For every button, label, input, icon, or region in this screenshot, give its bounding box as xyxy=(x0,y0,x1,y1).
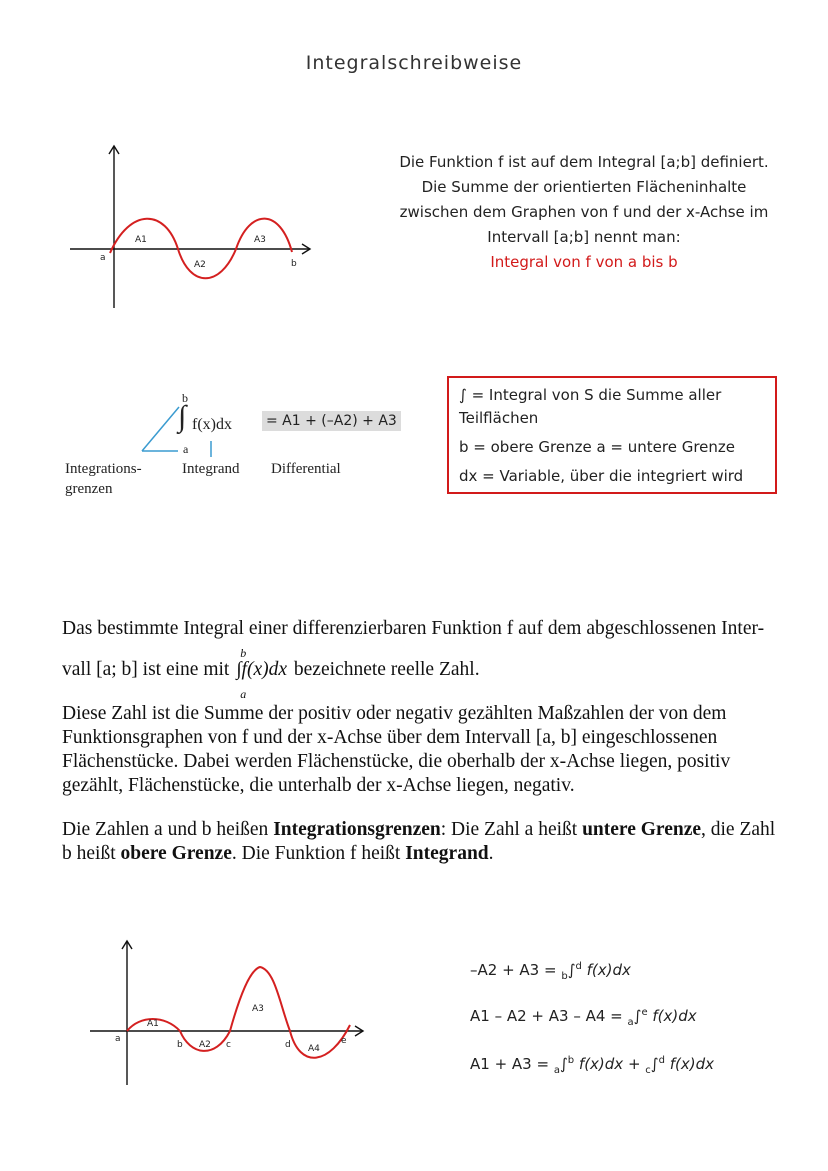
legend-line-4: dx = Variable, über die integriert wird xyxy=(459,467,744,485)
paragraph-1-line-2 xyxy=(62,646,782,701)
ex3-upper-1: b xyxy=(567,1055,575,1066)
page-title: Integralschreibweise xyxy=(305,52,523,74)
ex1-lhs: –A2 + A3 = xyxy=(470,961,562,979)
label-integration-bounds-1: Integrations- xyxy=(65,461,142,477)
p3-text-a: Die Zahlen a und b heißen xyxy=(62,819,274,840)
ex3-rest: f(x)dx xyxy=(664,1055,715,1073)
integral-sign: ∫ xyxy=(178,400,187,433)
label-A2: A2 xyxy=(199,1040,211,1050)
ex1-integral-sign: ∫ xyxy=(567,961,576,979)
legend-line-2: Teilflächen xyxy=(459,409,539,427)
example-1 xyxy=(470,961,631,982)
p1-integral-upper: b xyxy=(240,646,247,660)
p1-line2-start: vall [a; b] ist eine mit xyxy=(62,659,230,680)
paragraph-2: Diese Zahl ist die Summe der positiv oder negativ gezählten Maßzahlen der von dem Funktionsgraphen von f und der x-Achse über dem Intervall [a, b] eingeschlossenen Flächenstücke. Dabei werden Flächenstücke, die oberhalb der x-Achse liegen, positiv gezählt, Flächenstücke, die unterhalb der x-Achse liegen, negativ. xyxy=(62,703,731,796)
label-A3: A3 xyxy=(254,235,266,245)
ex2-rest: f(x)dx xyxy=(647,1007,697,1025)
p3-bold-upper-bound: obere Grenze xyxy=(120,843,232,864)
ex1-upper: d xyxy=(575,961,582,972)
p1-integral-body: ∫f(x)dx xyxy=(236,659,288,680)
ex2-upper: e xyxy=(641,1007,648,1018)
ex3-mid: f(x)dx + xyxy=(574,1055,646,1073)
p3-text-c: : Die Zahl a heißt xyxy=(440,819,583,840)
label-A2: A2 xyxy=(194,260,206,270)
label-A1: A1 xyxy=(147,1019,159,1029)
graph-1 xyxy=(60,140,330,315)
label-A1: A1 xyxy=(135,235,147,245)
p3-bold-integration-bounds: Integrationsgrenzen xyxy=(273,819,441,840)
paragraph-3 xyxy=(62,818,782,866)
label-a: a xyxy=(100,253,106,263)
legend-line-3: b = obere Grenze a = untere Grenze xyxy=(459,438,736,456)
definition-block xyxy=(388,150,780,275)
p1-line2-end: bezeichnete reelle Zahl. xyxy=(293,659,480,680)
label-A4: A4 xyxy=(308,1044,320,1054)
label-e: e xyxy=(341,1036,347,1046)
integral-upper: b xyxy=(182,391,188,405)
definition-line-2: Die Summe der orientierten Flächeninhalte xyxy=(421,178,747,196)
ex3-lhs: A1 + A3 = xyxy=(470,1055,554,1073)
example-2 xyxy=(470,1007,697,1028)
p3-text-e: , die Zahl b heißt xyxy=(62,819,776,864)
definition-line-4: Intervall [a;b] nennt man: xyxy=(487,228,681,246)
integral-equation: = A1 + (–A2) + A3 xyxy=(262,411,401,431)
integral-body: f(x)dx xyxy=(192,416,232,433)
definition-highlight: Integral von f von a bis b xyxy=(490,253,678,271)
ex2-lower: a xyxy=(627,1017,634,1028)
graph-2 xyxy=(85,935,375,1090)
label-A3: A3 xyxy=(252,1004,264,1014)
label-differential: Differential xyxy=(271,461,341,477)
ex1-rest: f(x)dx xyxy=(581,961,631,979)
label-d: d xyxy=(285,1040,291,1050)
example-3 xyxy=(470,1055,714,1076)
label-b: b xyxy=(177,1040,183,1050)
ex3-upper-2: d xyxy=(658,1055,665,1066)
ex1-lower: b xyxy=(561,971,568,982)
ex2-integral-sign: ∫ xyxy=(633,1007,642,1025)
label-a: a xyxy=(115,1034,121,1044)
p3-bold-integrand: Integrand xyxy=(405,843,489,864)
p1-integral-lower: a xyxy=(240,687,247,701)
definition-line-1: Die Funktion f ist auf dem Integral [a;b] definiert. xyxy=(399,153,769,171)
ex3-lower-2: c xyxy=(645,1065,651,1076)
label-integrand: Integrand xyxy=(182,461,240,477)
legend-box xyxy=(447,376,777,494)
ex2-lhs: A1 – A2 + A3 – A4 = xyxy=(470,1007,628,1025)
p1-inline-integral xyxy=(234,646,289,701)
p3-text-i: . xyxy=(488,843,494,864)
p3-text-g: . Die Funktion f heißt xyxy=(231,843,406,864)
label-b: b xyxy=(291,259,297,269)
label-c: c xyxy=(226,1040,231,1050)
ex3-integral-sign-1: ∫ xyxy=(559,1055,568,1073)
definition-line-3: zwischen dem Graphen von f und der x-Achse im xyxy=(399,203,769,221)
label-integration-bounds-2: grenzen xyxy=(65,481,113,497)
ex3-integral-sign-2: ∫ xyxy=(650,1055,659,1073)
ex3-lower-1: a xyxy=(553,1065,560,1076)
p3-bold-lower-bound: untere Grenze xyxy=(582,819,702,840)
integral-lower: a xyxy=(183,442,189,456)
legend-line-1: ∫ = Integral von S die Summe aller xyxy=(459,386,722,404)
paragraph-1-line-1: Das bestimmte Integral einer differenzierbaren Funktion f auf dem abgeschlossenen Inter- xyxy=(62,618,765,639)
